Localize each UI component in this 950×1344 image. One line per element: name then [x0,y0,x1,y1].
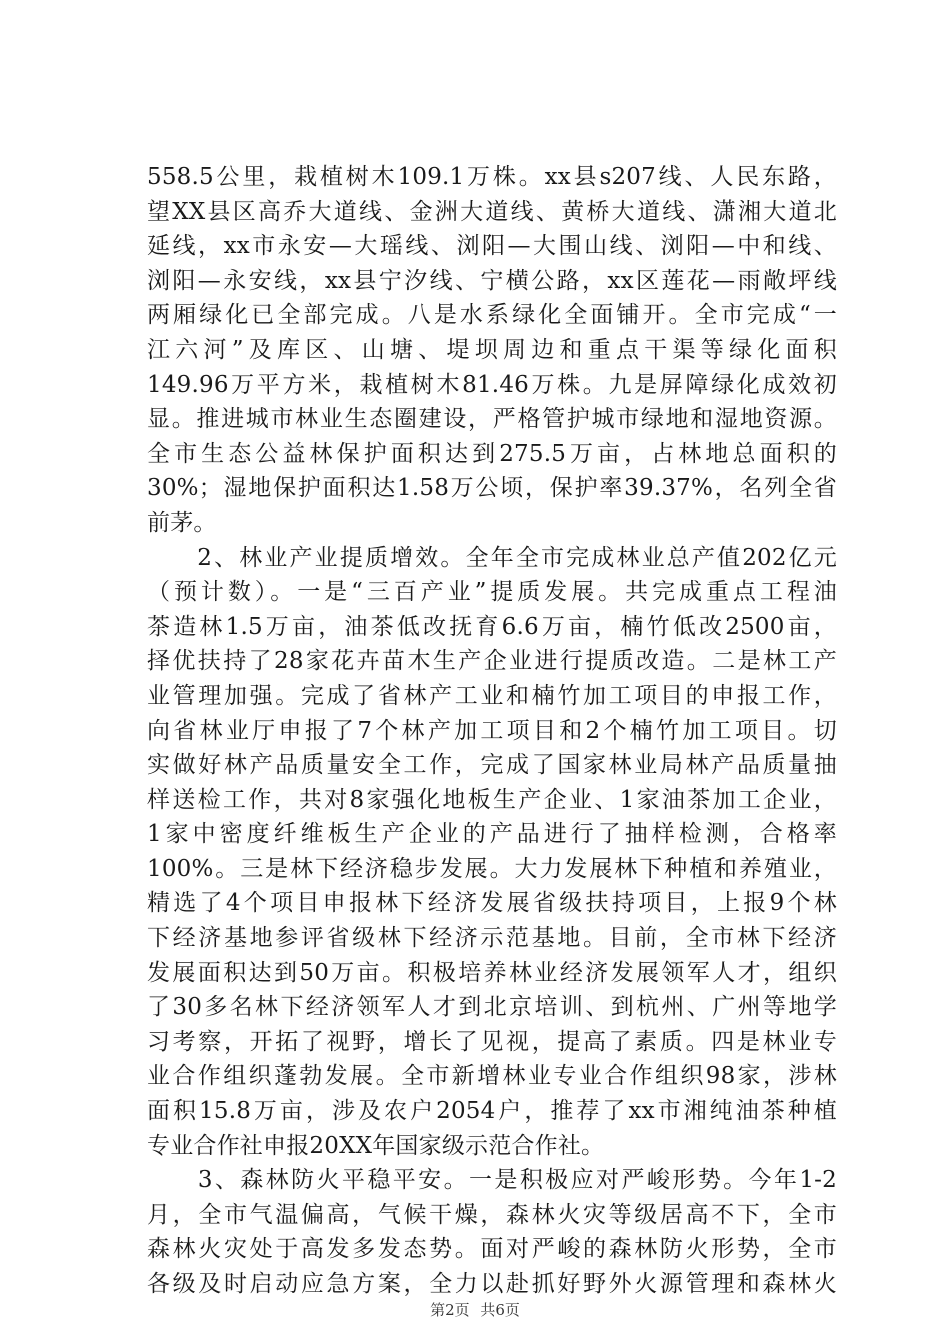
text-line: 前茅。 [147,509,217,536]
text-line: 显。推进城市林业生态圈建设，严格管护城市绿地和湿地资源。 [147,406,837,433]
text-line: 业管理加强。完成了省林产工业和楠竹加工项目的申报工作， [147,682,837,709]
text-line: 30%；湿地保护面积达1.58万公顷，保护率39.37%，名列全省 [147,475,837,502]
text-line: 面积15.8万亩，涉及农户2054户，推荐了xx市湘纯油茶种植 [147,1098,837,1125]
text-line: 业合作组织蓬勃发展。全市新增林业专业合作组织98家，涉林 [147,1063,837,1090]
text-line: 江六河”及库区、山塘、堤坝周边和重点干渠等绿化面积 [147,336,837,363]
text-line: 了30多名林下经济领军人才到北京培训、到杭州、广州等地学 [147,994,837,1021]
text-line: 样送检工作，共对8家强化地板生产企业、1家油茶加工企业， [147,786,837,813]
text-line: 习考察，开拓了视野，增长了见视，提高了素质。四是林业专 [147,1028,837,1055]
text-line: 1家中密度纤维板生产企业的产品进行了抽样检测，合格率 [147,821,837,848]
text-line: （预计数）。一是“三百产业”提质发展。共完成重点工程油 [147,579,837,606]
text-line: 3、森林防火平稳平安。一是积极应对严峻形势。今年1-2 [147,1167,837,1194]
text-line: 149.96万平方米，栽植树木81.46万株。九是屏障绿化成效初 [147,371,837,398]
text-line: 558.5公里，栽植树木109.1万株。xx县s207线、人民东路， [147,164,837,190]
text-line: 浏阳—永安线，xx县宁汐线、宁横公路，xx区莲花—雨敞坪线 [147,267,837,294]
text-line: 精选了4个项目申报林下经济发展省级扶持项目，上报9个林 [147,890,837,917]
document-body [147,160,837,1302]
text-line: 发展面积达到50万亩。积极培养林业经济发展领军人才，组织 [147,959,837,986]
text-line: 2、林业产业提质增效。全年全市完成林业总产值202亿元 [147,544,837,571]
text-line: 各级及时启动应急方案，全力以赴抓好野外火源管理和森林火 [147,1271,837,1297]
text-line: 择优扶持了28家花卉苗木生产企业进行提质改造。二是林工产 [147,648,837,675]
text-line: 延线，xx市永安—大瑶线、浏阳—大围山线、浏阳—中和线、 [147,233,837,260]
page-number-current: 第2页 [430,1301,470,1319]
page-number-total: 共6页 [480,1301,520,1319]
text-line: 100%。三是林下经济稳步发展。大力发展林下种植和养殖业， [147,855,837,882]
text-line: 两厢绿化已全部完成。八是水系绿化全面铺开。全市完成“一 [147,302,837,329]
text-line: 全市生态公益林保护面积达到275.5万亩，占林地总面积的 [147,440,837,467]
text-line: 森林火灾处于高发多发态势。面对严峻的森林防火形势，全市 [147,1236,837,1263]
text-line: 下经济基地参评省级林下经济示范基地。目前，全市林下经济 [147,925,837,952]
text-line: 月，全市气温偏高，气候干燥，森林火灾等级居高不下，全市 [147,1201,837,1228]
text-line: 向省林业厅申报了7个林产加工项目和2个楠竹加工项目。切 [147,717,837,744]
text-line: 实做好林产品质量安全工作，完成了国家林业局林产品质量抽 [147,752,837,779]
text-line: 专业合作社申报20XX年国家级示范合作社。 [147,1132,605,1159]
text-line: 茶造林1.5万亩，油茶低改抚育6.6万亩，楠竹低改2500亩， [147,613,837,640]
text-line: 望XX县区高乔大道线、金洲大道线、黄桥大道线、潇湘大道北 [147,198,837,225]
page-footer [0,1300,950,1320]
